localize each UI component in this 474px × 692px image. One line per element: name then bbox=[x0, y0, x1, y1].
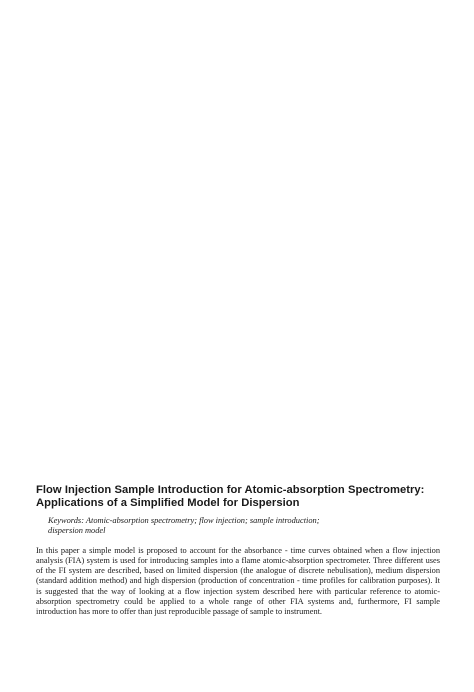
article-title: Flow Injection Sample Introduction for Atomic-absorption Spectrometry: Applications of a Simplified Model for Dispersion bbox=[36, 484, 425, 509]
keywords: Keywords: Atomic-absorption spectrometry; flow injection; sample introduction; dispersion model bbox=[48, 516, 320, 535]
abstract: In this paper a simple model is proposed to account for the absorbance - time curves obtained when a flow injection analysis (FIA) system is used for introducing samples into a flame atomic-absorption spectrometer. Three different uses of the FI system are described, based on limited dispersion (the analogue of discrete nebulisation), medium dispersion (standard addition method) and high dispersion (production of concentration - time profiles for calibration purposes). It is suggested that the way of looking at a flow injection system described here with particular reference to atomic-absorption spectrometry could be applied to a whole range of other FIA systems and, furthermore, FI sample introduction has more to offer than just reproducible passage of sample to instrument. bbox=[36, 546, 440, 616]
article-block bbox=[36, 484, 440, 617]
